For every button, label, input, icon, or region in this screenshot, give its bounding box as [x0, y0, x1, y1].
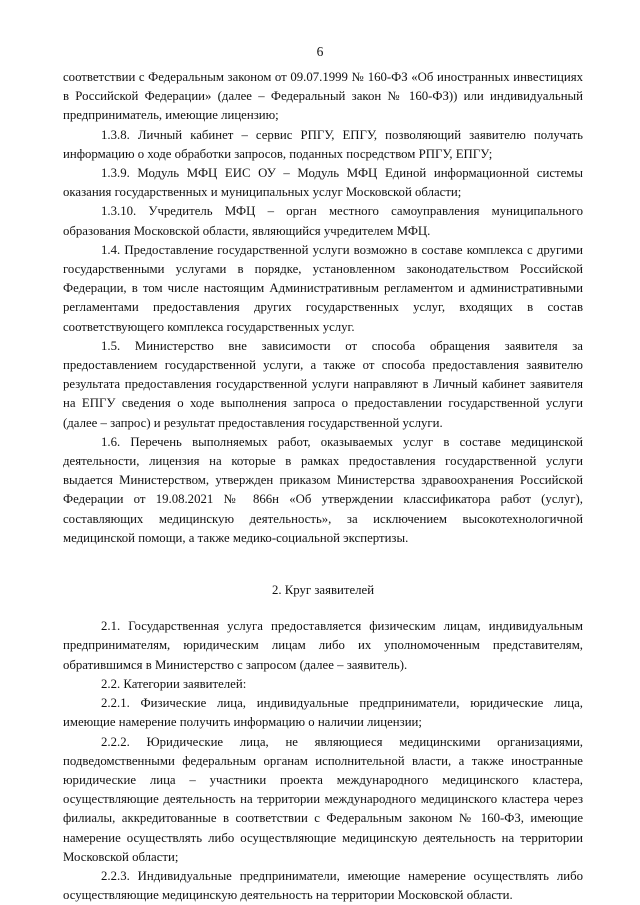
paragraph-2-2-2: 2.2.2. Юридические лица, не являющиеся медицинскими организациями, подведомственными федеральным органам исполнительной власти, а также иностранные юридические лица – участники проекта международного медицинского кластера, осуществляющие деятельность на территории международного медицинского кластера через филиалы, аккредитованные в соответствии с Федеральным законом № 160-ФЗ, имеющие намерение осуществлять либо осуществляющие медицинскую деятельность на территории Московской области; [63, 734, 583, 864]
paragraph-1-3-9: 1.3.9. Модуль МФЦ ЕИС ОУ – Модуль МФЦ Единой информационной системы оказания государственных и муниципальных услуг Московской области; [63, 166, 583, 200]
paragraph-1-4: 1.4. Предоставление государственной услуги возможно в составе комплекса с другими государственными услугами в порядке, установленном законодательством Российской Федерации, в том числе настоящим Административным регламентом и административными регламентами предоставления других государственных услуг, входящих в состав соответствующего комплекса государственных услуг. [63, 242, 583, 334]
paragraph-continuation: соответствии с Федеральным законом от 09.07.1999 № 160-ФЗ «Об иностранных инвестициях в Российской Федерации» (далее – Федеральный закон № 160-ФЗ)) или индивидуальный предприниматель, имеющие лицензию; [63, 70, 583, 123]
paragraph-2-2: 2.2. Категории заявителей: [101, 676, 247, 691]
paragraph-1-3-10: 1.3.10. Учредитель МФЦ – орган местного самоуправления муниципального образования Московской области, являющийся учредителем МФЦ. [63, 204, 583, 238]
paragraph-2-1: 2.1. Государственная услуга предоставляется физическим лицам, индивидуальным предпринимателям, юридическим лицам либо их уполномоченным представителям, обратившимся в Министерство с запросом (далее – заявитель). [63, 619, 583, 672]
paragraph-1-6: 1.6. Перечень выполняемых работ, оказываемых услуг в составе медицинской деятельности, лицензия на которые в рамках предоставления государственной услуги выдается Министерством, утвержден приказом Министерства здравоохранения Российской Федерации от 19.08.2021 № 866н «Об утверждении классификатора работ (услуг), составляющих медицинскую деятельность», за исключением высокотехнологичной медицинской помощи, а также медико-социальной экспертизы. [63, 434, 583, 545]
paragraph-2-2-1: 2.2.1. Физические лица, индивидуальные предприниматели, юридические лица, имеющие намерение получить информацию о наличии лицензии; [63, 696, 583, 730]
section-title: 2. Круг заявителей [271, 583, 375, 598]
paragraph-1-5: 1.5. Министерство вне зависимости от способа обращения заявителя за предоставлением государственной услуги, а также от способа предоставления заявителю результата предоставления государственной услуги направляют в Личный кабинет заявителя на ЕПГУ сведения о ходе выполнения запроса о предоставлении государственной услуги (далее – запрос) и результат предоставления государственной услуги. [63, 338, 583, 430]
paragraph-1-3-8: 1.3.8. Личный кабинет – сервис РПГУ, ЕПГУ, позволяющий заявителю получать информацию о ходе обработки запросов, поданных посредством РПГУ, ЕПГУ; [63, 127, 583, 161]
paragraph-2-2-3: 2.2.3. Индивидуальные предприниматели, имеющие намерение осуществлять либо осуществляющие медицинскую деятельность на территории Московской области. [63, 868, 583, 903]
document-body [63, 68, 583, 905]
page-number: 6 [316, 44, 324, 59]
